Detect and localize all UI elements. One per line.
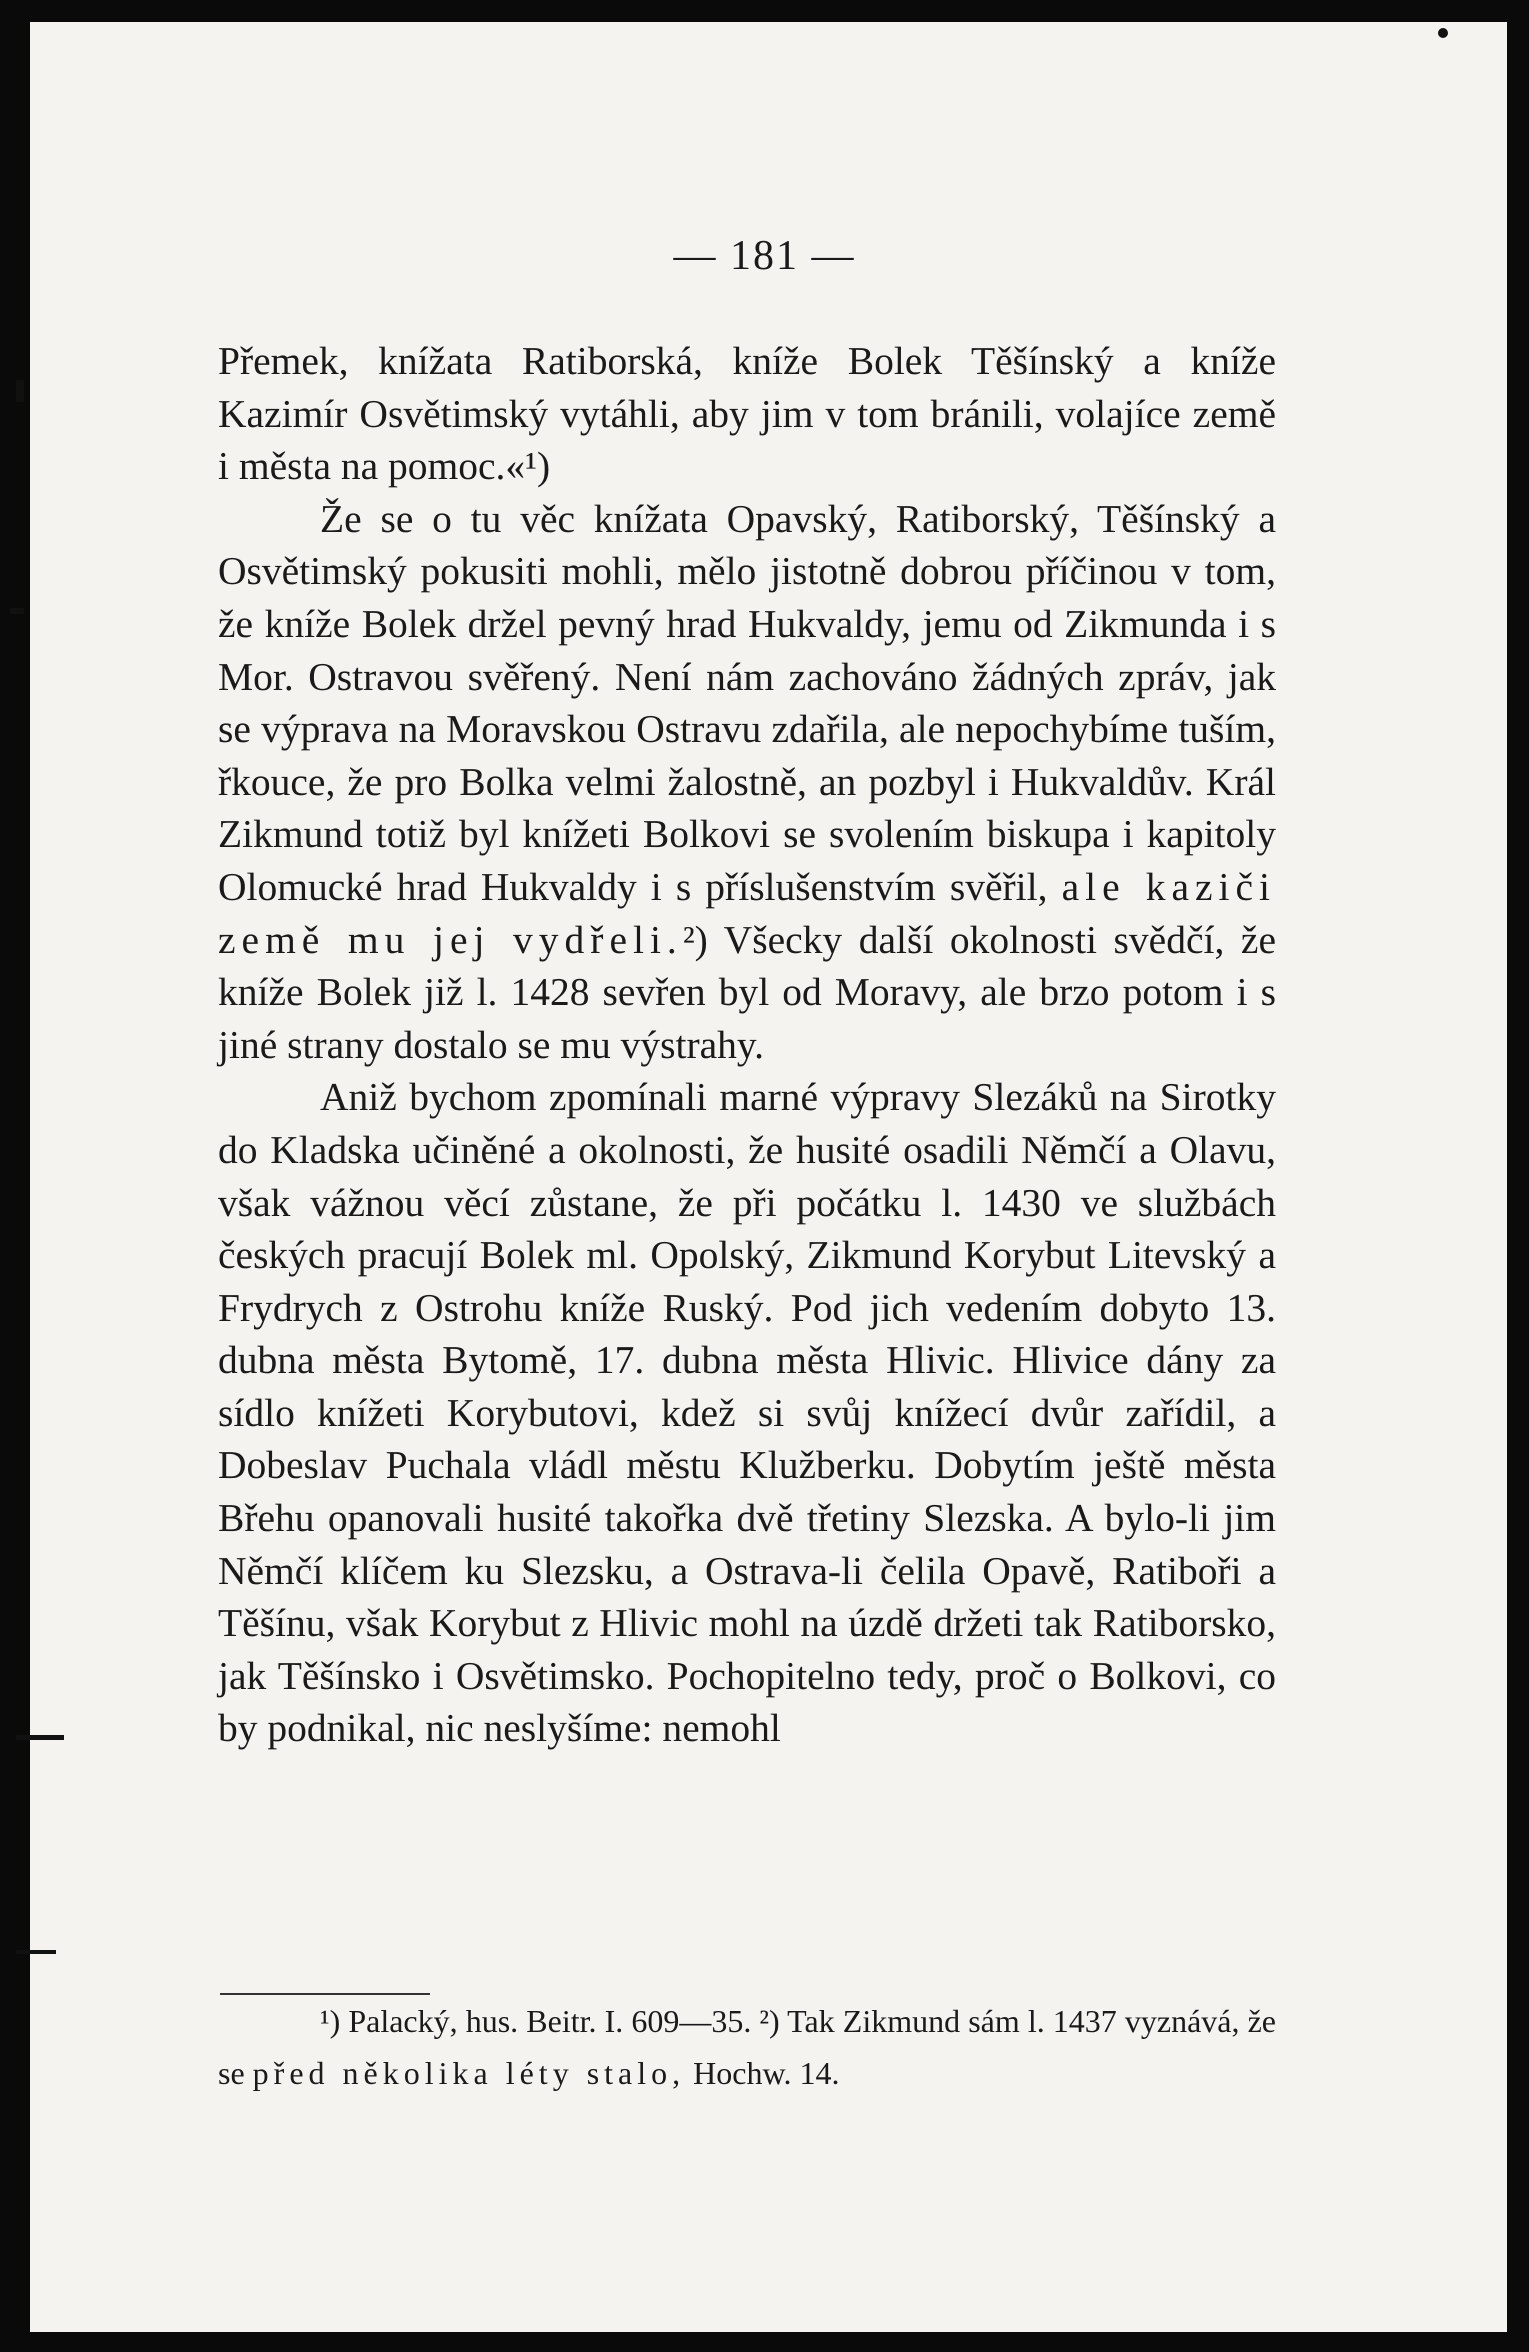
- body-text: [218, 335, 1276, 1755]
- footnote-tail: Hochw. 14.: [693, 2055, 840, 2091]
- paragraph-text: Že se o tu věc knížata Opavský, Ratiborský, Těšínský a Osvětimský pokusiti mohli, mělo jistotně dobrou příčinou v tom, že kníže Bolek držel pevný hrad Hukvaldy, jemu od Zikmunda i s Mor. Ostravou svěřený. Není nám zachováno žádných zpráv, jak se výprava na Moravskou Ostravu zdařila, ale nepochybíme tuším, řkouce, že pro Bolka velmi žalostně, an pozbyl i Hukvaldův. Král Zikmund totiž byl knížeti Bolkovi se svolením biskupa i kapitoly Olomucké hrad Hukvaldy i s příslušenstvím svěřil,: [218, 496, 1276, 909]
- scan-mark: [10, 608, 24, 614]
- footnote-spaced: před několika léty stalo,: [252, 2055, 686, 2091]
- spaced-quote: ale kaziči země mu jej vydřeli.: [218, 864, 1276, 962]
- paragraph-text: ²) Všecky další okolnosti svědčí, že kníže Bolek již l. 1428 sevřen byl od Moravy, ale brzo potom i s jiné strany dostalo se mu výstrahy.: [218, 917, 1276, 1067]
- paragraph: Přemek, knížata Ratiborská, kníže Bolek Těšínský a kníže Kazimír Osvětimský vytáhli, aby jim v tom bránili, volajíce země i města na pomoc.«¹): [218, 339, 1276, 489]
- scan-mark: [16, 1735, 64, 1740]
- footnote: [218, 1995, 1276, 2099]
- page-number: — 181 —: [673, 233, 856, 279]
- footnote-text: ¹) Palacký, hus. Beitr. I. 609—35. ²) Tak Zikmund sám l. 1437 vyznává, že se: [218, 2003, 1276, 2091]
- scan-mark: [1438, 28, 1448, 38]
- paragraph: Aniž bychom zpomínali marné výpravy Slezáků na Sirotky do Kladska učiněné a okolnosti, že husité osadili Němčí a Olavu, však vážnou věcí zůstane, že při počátku l. 1430 ve službách českých pracují Bolek ml. Opolský, Zikmund Korybut Litevský a Frydrych z Ostrohu kníže Ruský. Pod jich vedením dobyto 13. dubna města Bytomě, 17. dubna města Hlivic. Hlivice dány za sídlo knížeti Korybutovi, kdež si svůj knížecí dvůr zařídil, a Dobeslav Puchala vládl městu Klužberku. Dobytím ještě města Břehu opanovali husité takořka dvě třetiny Slezska. A bylo-li jim Němčí klíčem ku Slezsku, a Ostrava-li čelila Opavě, Ratiboři a Těšínu, však Korybut z Hlivic mohl na úzdě držeti tak Ratiborsko, jak Těšínsko i Osvětimsko. Pochopitelno tedy, proč o Bolkovi, co by podnikal, nic neslyšíme: nemohl: [218, 1075, 1276, 1751]
- scan-mark: [16, 1950, 56, 1954]
- footnotes: [218, 1995, 1276, 2099]
- paragraph: [218, 493, 1276, 1072]
- scan-edge: [0, 0, 16, 2352]
- scan-mark: [16, 380, 24, 402]
